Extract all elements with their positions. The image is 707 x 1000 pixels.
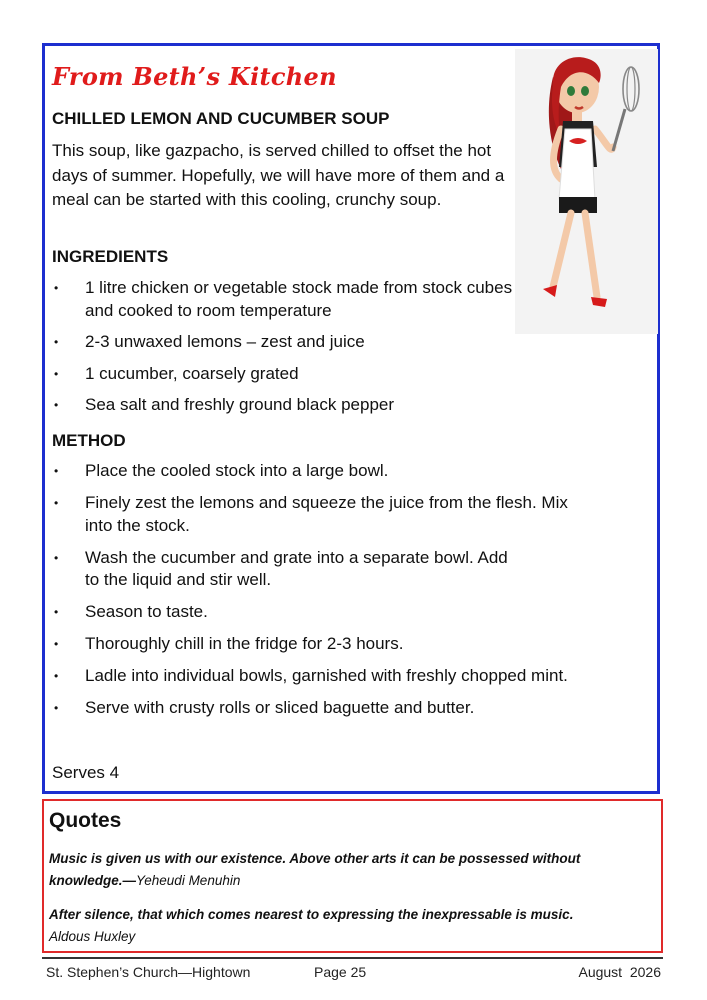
method-heading: METHOD xyxy=(52,431,126,450)
method-step: • Wash the cucumber and grate into a separate bowl. Add to the liquid and stir well. xyxy=(54,547,508,589)
quote-text: Music is given us with our existence. Above other arts it can be possessed without knowledge.— xyxy=(49,851,581,888)
footer-date: August 2026 xyxy=(578,964,661,980)
quotes-heading: Quotes xyxy=(49,809,122,832)
method-step: • Place the cooled stock into a large bowl. xyxy=(54,461,389,480)
chef-illustration xyxy=(515,49,658,334)
method-list xyxy=(52,460,612,720)
footer-page-number: Page 25 xyxy=(314,964,367,980)
quote-author: Yeheudi Menuhin xyxy=(136,873,241,888)
method-step: • Serve with crusty rolls or sliced baguette and butter. xyxy=(54,698,475,717)
quote-item xyxy=(49,848,654,892)
recipe-box xyxy=(42,43,660,794)
method-step: • Thoroughly chill in the fridge for 2-3 hours. xyxy=(54,634,404,653)
ingredients-list xyxy=(52,277,517,417)
ingredient-item: • 1 cucumber, coarsely grated xyxy=(54,363,299,383)
quote-item xyxy=(49,904,654,948)
method-step: • Ladle into individual bowls, garnished with freshly chopped mint. xyxy=(54,666,568,685)
ingredient-item: • Sea salt and freshly ground black pepper xyxy=(54,395,395,414)
recipe-section-heading: From Beth’s Kitchen xyxy=(52,62,337,91)
quote-author: Aldous Huxley xyxy=(49,929,136,944)
method-step: • Season to taste. xyxy=(54,602,208,621)
serves-text: Serves 4 xyxy=(52,763,120,782)
ingredient-item: • 1 litre chicken or vegetable stock made from stock cubes and cooked to room temperature xyxy=(54,278,513,320)
method-step: • Finely zest the lemons and squeeze the juice from the flesh. Mix into the stock. xyxy=(54,493,568,535)
recipe-intro: This soup, like gazpacho, is served chilled to offset the hot days of summer. Hopefully, we will have more of them and a meal can be started with this cooling, crunchy soup. xyxy=(52,141,505,209)
footer-church: St. Stephen’s Church—Hightown xyxy=(46,964,251,980)
quotes-box xyxy=(42,799,663,953)
footer-divider xyxy=(42,957,663,959)
ingredients-heading: INGREDIENTS xyxy=(52,247,169,266)
recipe-title: CHILLED LEMON AND CUCUMBER SOUP xyxy=(52,109,390,128)
ingredient-item: • 2-3 unwaxed lemons – zest and juice xyxy=(54,332,365,351)
quote-text: After silence, that which comes nearest to expressing the inexpressable is music. xyxy=(49,907,574,922)
